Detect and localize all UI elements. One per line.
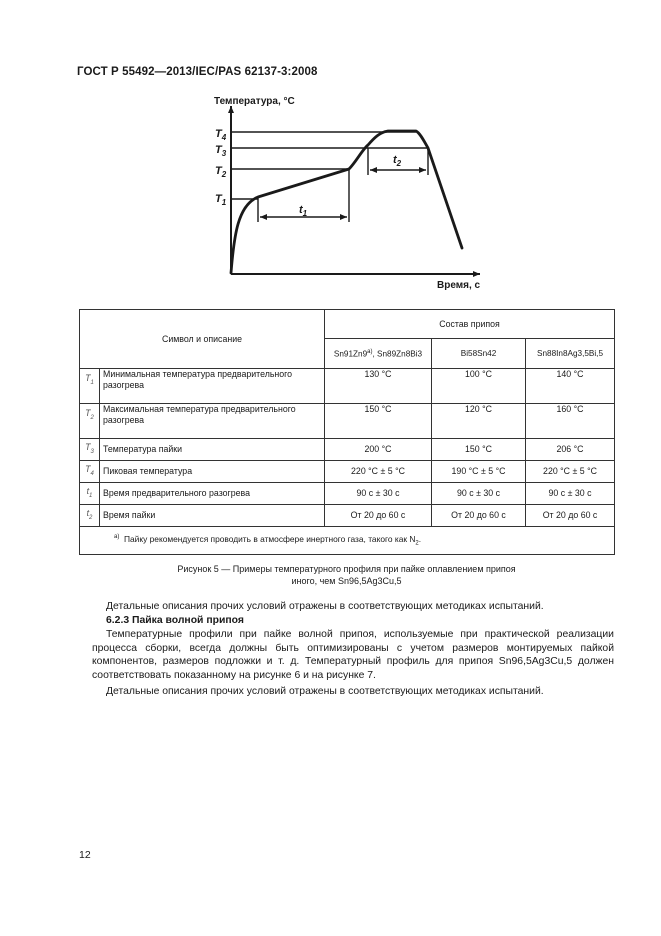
table-row bbox=[80, 505, 615, 527]
paragraph-details-1 bbox=[92, 600, 614, 614]
row-symbol: $T_4$ bbox=[80, 461, 100, 483]
row-value-alloy-2: От 20 до 60 с bbox=[432, 505, 526, 527]
header-alloy-1: $Sn91Zn9^{а)}$, Sn89Zn8Bi3 bbox=[325, 339, 432, 369]
row-description: Пиковая температура bbox=[100, 461, 325, 483]
row-value-alloy-2: 120 °С bbox=[432, 404, 526, 439]
solder-profile-table bbox=[79, 309, 615, 555]
row-value-alloy-1: 130 °С bbox=[325, 369, 432, 404]
row-description: Минимальная температура предварительного разогрева bbox=[100, 369, 325, 404]
row-value-alloy-1: 200 °С bbox=[325, 439, 432, 461]
row-description: Время пайки bbox=[100, 505, 325, 527]
row-value-alloy-1: От 20 до 60 с bbox=[325, 505, 432, 527]
row-symbol: $T_2$ bbox=[80, 404, 100, 439]
row-value-alloy-3: 140 °С bbox=[526, 369, 615, 404]
header-alloy-2: Bi58Sn42 bbox=[432, 339, 526, 369]
row-symbol: $t_2$ bbox=[80, 505, 100, 527]
level-label-t1: $T_1$ bbox=[215, 193, 227, 207]
temperature-profile-figure bbox=[0, 0, 661, 300]
x-axis-label: Время, с bbox=[437, 280, 481, 291]
table-row bbox=[80, 369, 615, 404]
table-row bbox=[80, 439, 615, 461]
row-value-alloy-3: 160 °С bbox=[526, 404, 615, 439]
row-value-alloy-3: 90 с ± 30 с bbox=[526, 483, 615, 505]
row-symbol: $t_1$ bbox=[80, 483, 100, 505]
row-symbol: $T_1$ bbox=[80, 369, 100, 404]
level-label-t2: $T_2$ bbox=[215, 165, 227, 179]
table-note-row bbox=[80, 527, 615, 555]
header-alloy-3: Sn88In8Ag3,5Bi,5 bbox=[526, 339, 615, 369]
figure-caption-line-1: Рисунок 5 — Примеры температурного профиля при пайке оплавлением припоя bbox=[177, 564, 516, 574]
table-footnote: $^{а)}$ Пайку рекомендуется проводить в атмосфере инертного газа, такого как $N_2$. bbox=[80, 527, 615, 555]
y-axis-label: Температура, °С bbox=[214, 96, 295, 107]
duration-label-t1: $t_1$ bbox=[299, 204, 308, 218]
row-value-alloy-1: 220 °С ± 5 °С bbox=[325, 461, 432, 483]
row-value-alloy-2: 100 °С bbox=[432, 369, 526, 404]
row-description: Температура пайки bbox=[100, 439, 325, 461]
row-value-alloy-3: 220 °С ± 5 °С bbox=[526, 461, 615, 483]
paragraph-wave-soldering bbox=[92, 628, 614, 682]
level-label-t4: $T_4$ bbox=[215, 128, 227, 142]
figure-caption bbox=[79, 563, 614, 587]
figure-caption-line-2: иного, чем Sn96,5Ag3Cu,5 bbox=[291, 576, 402, 586]
table-header-row bbox=[80, 310, 615, 339]
table-row bbox=[80, 483, 615, 505]
table-row bbox=[80, 404, 615, 439]
row-value-alloy-1: 150 °С bbox=[325, 404, 432, 439]
row-symbol: $T_3$ bbox=[80, 439, 100, 461]
table-row bbox=[80, 461, 615, 483]
document-header: ГОСТ Р 55492—2013/IEC/PAS 62137-3:2008 bbox=[77, 66, 318, 78]
section-heading-6-2-3 bbox=[92, 614, 614, 628]
page-number: 12 bbox=[79, 849, 91, 861]
row-value-alloy-1: 90 с ± 30 с bbox=[325, 483, 432, 505]
paragraph-text: Температурные профили при пайке волной припоя, используемые при практической реализации процесса сборки, всегда должны быть оптимизированы с учетом размеров монтируемых пайкой компонентов, размеров подложки и т. д. Температурный профиль для припоя Sn96,5Ag3Cu,5 должен соответствовать показанному на рисунке 6 и на рисунке 7. bbox=[92, 629, 614, 681]
level-label-t3: $T_3$ bbox=[215, 144, 227, 158]
row-description: Время предварительного разогрева bbox=[100, 483, 325, 505]
header-symbol-description: Символ и описание bbox=[80, 310, 325, 369]
row-value-alloy-3: От 20 до 60 с bbox=[526, 505, 615, 527]
paragraph-text: Детальные описания прочих условий отражены в соответствующих методиках испытаний. bbox=[106, 601, 544, 612]
row-description: Максимальная температура предварительного разогрева bbox=[100, 404, 325, 439]
row-value-alloy-2: 190 °С ± 5 °С bbox=[432, 461, 526, 483]
row-value-alloy-3: 206 °С bbox=[526, 439, 615, 461]
section-heading-text: 6.2.3 Пайка волной припоя bbox=[106, 615, 244, 626]
duration-label-t2: $t_2$ bbox=[393, 154, 402, 168]
paragraph-text: Детальные описания прочих условий отражены в соответствующих методиках испытаний. bbox=[106, 686, 544, 697]
row-value-alloy-2: 90 с ± 30 с bbox=[432, 483, 526, 505]
paragraph-details-2 bbox=[92, 685, 614, 699]
row-value-alloy-2: 150 °С bbox=[432, 439, 526, 461]
header-solder-composition: Состав припоя bbox=[325, 310, 615, 339]
